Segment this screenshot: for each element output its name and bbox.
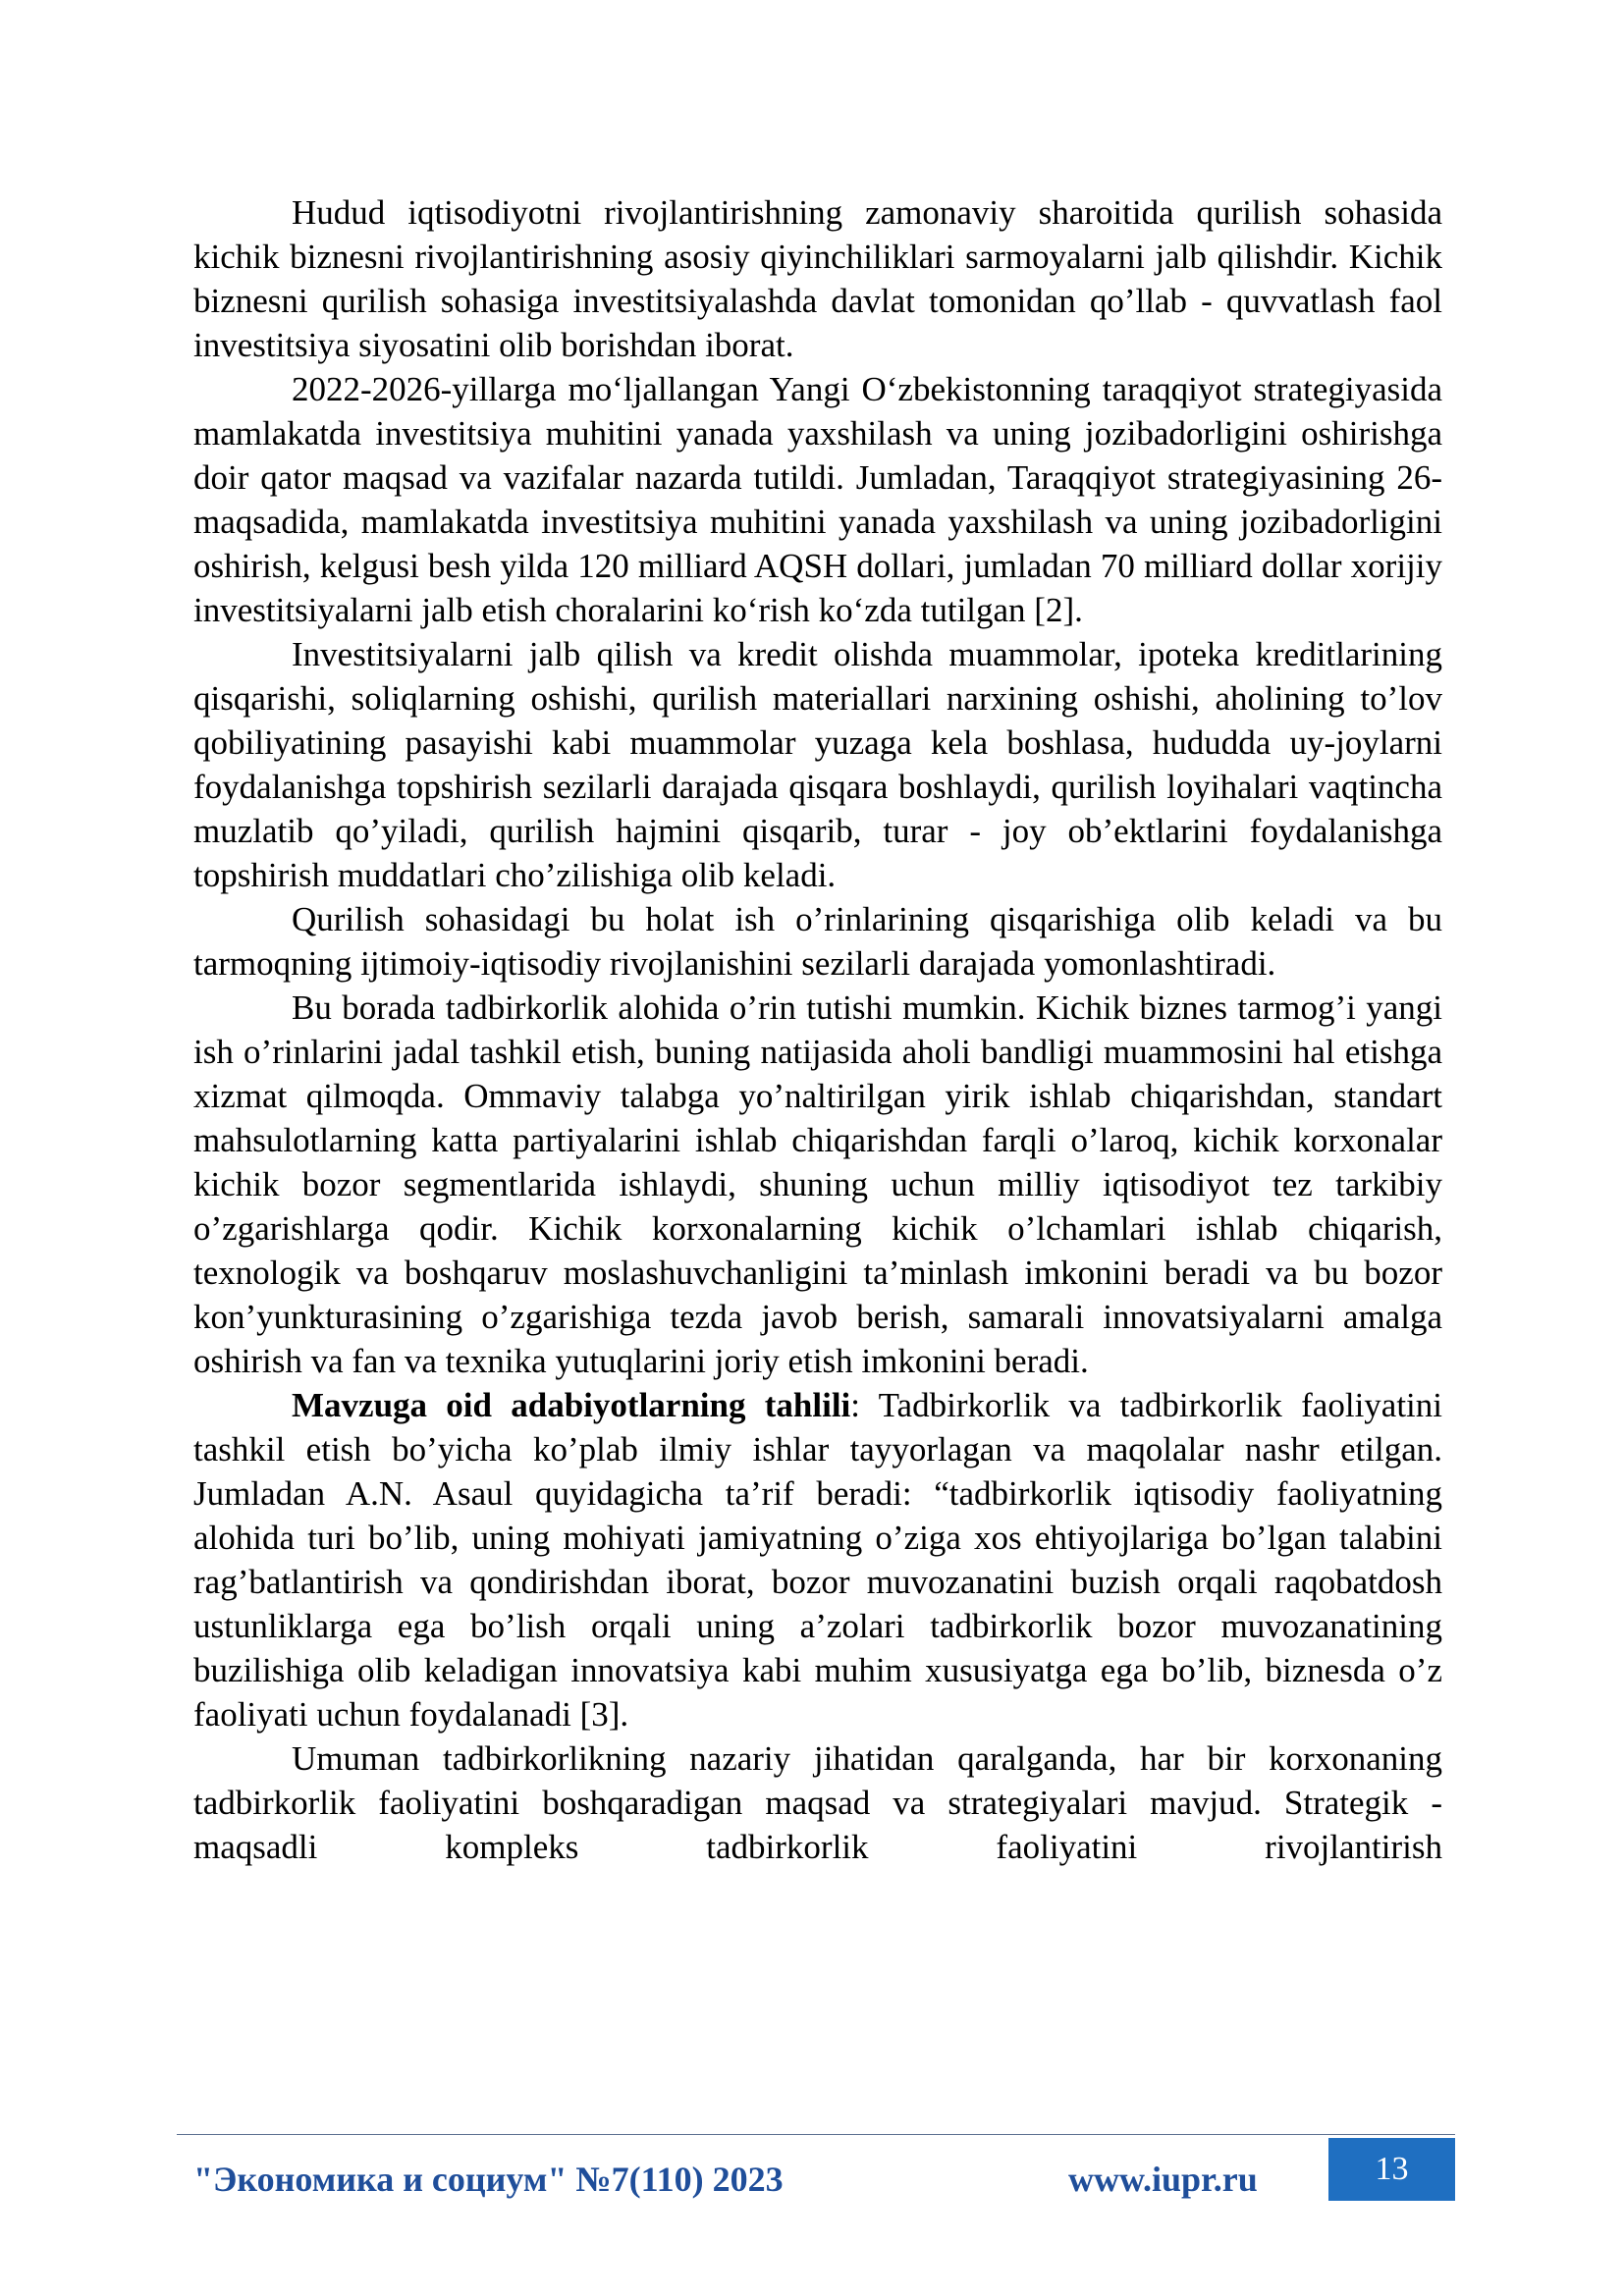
section-heading-literature-review: Mavzuga oid adabiyotlarning tahlili [292,1386,851,1424]
paragraph-7: Umuman tadbirkorlikning nazariy jihatidan qaralganda, har bir korxonaning tadbirkorlik faoliyatini boshqaradigan maqsad va strategiyalari mavjud. Strategik - maqsadli kompleks tadbirkorlik faoliyatini rivojlantirish [193,1739,1442,1866]
footer-journal-title: "Экономика и социум" №7(110) 2023 [193,2160,784,2199]
paragraph-1: Hudud iqtisodiyotni rivojlantirishning zamonaviy sharoitida qurilish sohasida kichik biznesni rivojlantirishning asosiy qiyinchiliklari sarmoyalarni jalb qilishdir. Kichik biznesni qurilish sohasiga investitsiyalashda davlat tomonidan qo’llab - quvvatlash faol investitsiya siyosatini olib borishdan iborat. [193,193,1442,364]
paragraph-6-text: : Tadbirkorlik va tadbirkorlik faoliyatini tashkil etish bo’yicha ko’plab ilmiy ishlar tayyorlagan va maqolalar nashr etilgan. Jumladan A.N. Asaul quyidagicha ta’rif beradi: “tadbirkorlik iqtisodiy faoliyatning alohida turi bo’lib, uning mohiyati jamiyatning o’ziga xos ehtiyojlariga bo’lgan talabini rag’batlantirish va qondirishdan iborat, bozor muvozanatini buzish orqali raqobatdosh ustunliklarga ega bo’lish orqali uning a’zolari tadbirkorlik bozor muvozanatining buzilishiga olib keladigan innovatsiya kabi muhim xususiyatga ega bo’lib, biznesda o’z faoliyati uchun foydalanadi [3]. [193,1386,1442,1734]
footer-website-link[interactable]: www.iupr.ru [1068,2160,1258,2199]
article-body [193,190,1442,1869]
paragraph-3: Investitsiyalarni jalb qilish va kredit olishda muammolar, ipoteka kreditlarining qisqarishi, soliqlarning oshishi, qurilish materiallari narxining oshishi, aholining to’lov qobiliyatining pasayishi kabi muammolar yuzaga kela boshlasa, hududda uy-joylarni foydalanishga topshirish sezilarli darajada qisqara boshlaydi, qurilish loyihalari vaqtincha muzlatib qo’yiladi, qurilish hajmini qisqarib, turar - joy ob’ektlarini foydalanishga topshirish muddatlari cho’zilishiga olib keladi. [193,635,1442,894]
page-number: 13 [1375,2151,1409,2187]
paragraph-5: Bu borada tadbirkorlik alohida o’rin tutishi mumkin. Kichik biznes tarmog’i yangi ish o’rinlarini jadal tashkil etish, buning natijasida aholi bandligi muammosini hal etishga xizmat qilmoqda. Ommaviy talabga yo’naltirilgan yirik ishlab chiqarishdan, standart mahsulotlarning katta partiyalarini ishlab chiqarishdan farqli o’laroq, kichik korxonalar kichik bozor segmentlarida ishlaydi, shuning uchun milliy iqtisodiyot tez tarkibiy o’zgarishlarga qodir. Kichik korxonalarning kichik o’lchamlari ishlab chiqarish, texnologik va boshqaruv moslashuvchanligini ta’minlash imkonini beradi va bu bozor kon’yunkturasining o’zgarishiga tezda javob berish, samarali innovatsiyalarni amalga oshirish va fan va texnika yutuqlarini joriy etish imkonini beradi. [193,988,1442,1380]
paragraph-2: 2022-2026-yillarga mo‘ljallangan Yangi O‘zbekistonning taraqqiyot strategiyasida mamlakatda investitsiya muhitini yanada yaxshilash va uning jozibadorligini oshirishga doir qator maqsad va vazifalar nazarda tutildi. Jumladan, Taraqqiyot strategiyasining 26-maqsadida, mamlakatda investitsiya muhitini yanada yaxshilash va uning jozibadorligini oshirish, kelgusi besh yilda 120 milliard AQSH dollari, jumladan 70 milliard dollar xorijiy investitsiyalarni jalb etish choralarini ko‘rish ko‘zda tutilgan [2]. [193,370,1442,629]
page-number-badge [1328,2138,1455,2201]
paragraph-6 [193,1383,1442,1736]
paragraph-4: Qurilish sohasidagi bu holat ish o’rinlarining qisqarishiga olib keladi va bu tarmoqning ijtimoiy-iqtisodiy rivojlanishini sezilarli darajada yomonlashtiradi. [193,900,1442,983]
footer-divider [177,2134,1455,2135]
